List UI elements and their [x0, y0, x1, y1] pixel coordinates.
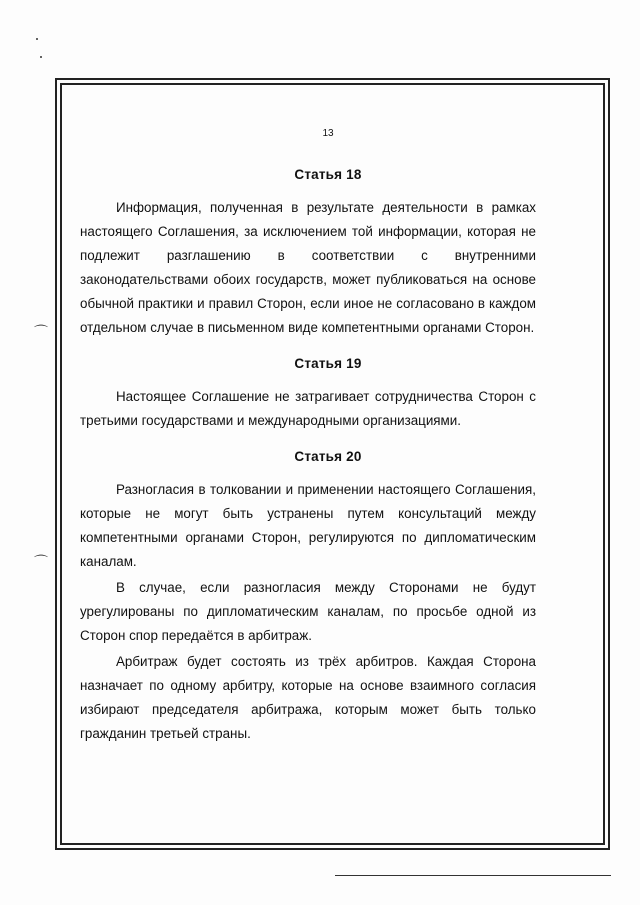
scan-speck: [40, 56, 42, 58]
article-title: Статья 19: [294, 356, 362, 371]
article-title: Статья 20: [294, 449, 362, 464]
article-20: [80, 449, 536, 746]
article-title: Статья 18: [294, 167, 362, 182]
margin-mark: ⌒: [34, 325, 48, 341]
article-paragraph: Разногласия в толковании и применении настоящего Соглашения, которые не могут быть устранены путем консультаций между компетентными органами Сторон, регулируются по дипломатическим каналам.: [80, 482, 536, 569]
article-paragraph: В случае, если разногласия между Сторонами не будут урегулированы по дипломатическим каналам, по просьбе одной из Сторон спор передаётся в арбитраж.: [80, 580, 536, 643]
document-body: [80, 128, 536, 762]
article-paragraph: Информация, полученная в результате деятельности в рамках настоящего Соглашения, за исключением той информации, которая не подлежит разглашению в соответствии с внутренними законодательствами обоих государств, может публиковаться на основе обычной практики и правил Сторон, если иное не согласовано в каждом отдельном случае в письменном виде компетентными органами Сторон.: [80, 200, 536, 335]
article-paragraph: Настоящее Соглашение не затрагивает сотрудничества Сторон с третьими государствами и международными организациями.: [80, 389, 536, 428]
margin-mark: ⌒: [34, 555, 48, 571]
article-18: [80, 167, 536, 340]
article-paragraph: Арбитраж будет состоять из трёх арбитров. Каждая Сторона назначает по одному арбитру, которые на основе взаимного согласия избирают председателя арбитража, которым может быть только гражданин третьей страны.: [80, 654, 536, 741]
article-19: [80, 356, 536, 433]
bottom-rule: [335, 875, 611, 876]
page-number: 13: [322, 128, 334, 139]
scan-speck: [36, 38, 38, 40]
